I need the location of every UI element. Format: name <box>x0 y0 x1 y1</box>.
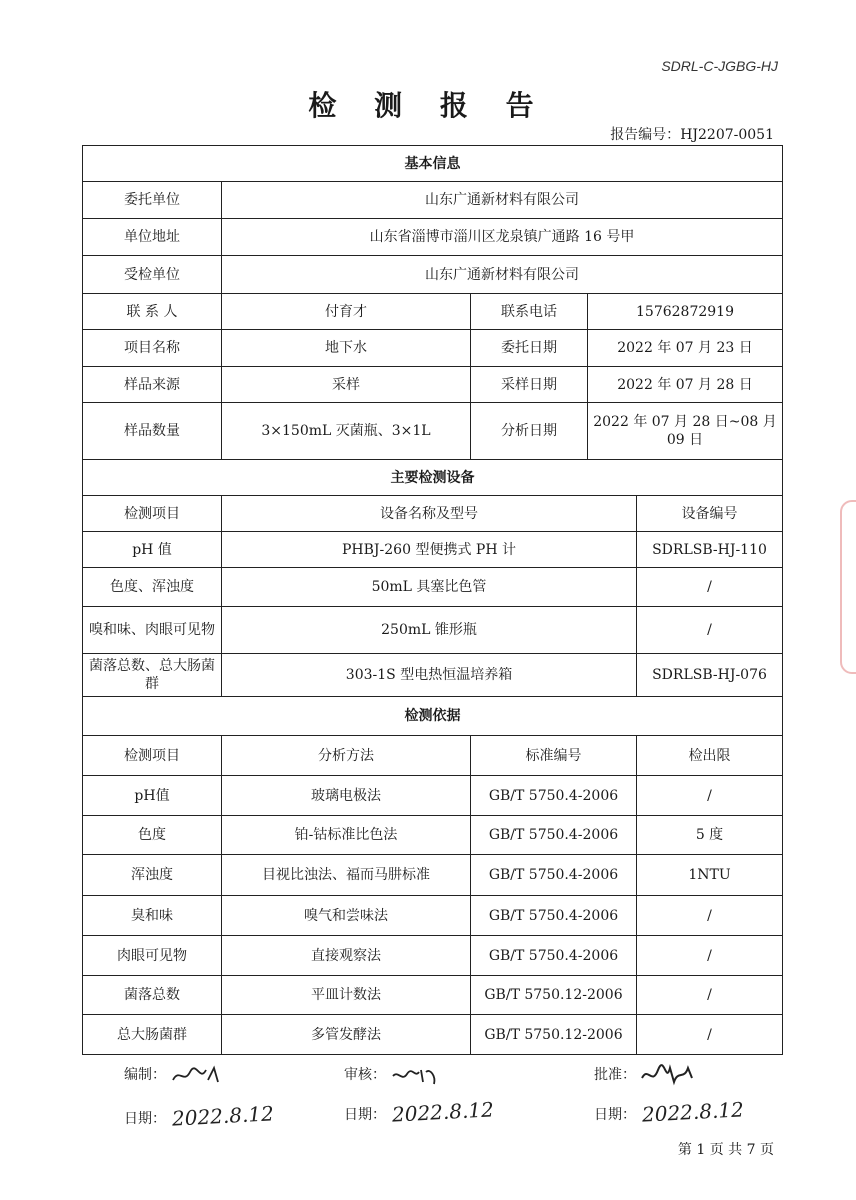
basis-item: 臭和味 <box>83 896 222 936</box>
basis-limit: 1NTU <box>637 855 783 896</box>
basis-standard: GB/T 5750.12-2006 <box>471 976 637 1015</box>
approved-label: 批准： <box>594 1067 636 1083</box>
reviewed-label: 审核： <box>344 1067 386 1083</box>
table-row <box>83 654 783 697</box>
basis-limit: / <box>637 976 783 1015</box>
equipment-header-item: 检测项目 <box>83 496 222 532</box>
compiled-date-line <box>124 1101 275 1131</box>
basis-item: 总大肠菌群 <box>83 1015 222 1055</box>
reviewed-by <box>344 1062 440 1088</box>
address-label: 单位地址 <box>83 219 222 256</box>
report-number <box>610 124 774 144</box>
approved-date-line <box>594 1097 745 1127</box>
source-value: 采样 <box>222 367 471 403</box>
equipment-id: / <box>637 568 783 607</box>
basis-method: 嗅气和尝味法 <box>222 896 471 936</box>
contact-value: 付育才 <box>222 294 471 330</box>
basis-limit: / <box>637 776 783 816</box>
address-value: 山东省淄博市淄川区龙泉镇广通路 16 号甲 <box>222 219 783 256</box>
section-basic-info: 基本信息 <box>83 146 783 182</box>
equipment-name: 303-1S 型电热恒温培养箱 <box>222 654 637 697</box>
source-label: 样品来源 <box>83 367 222 403</box>
analysis-date-label: 分析日期 <box>471 403 588 460</box>
quantity-label: 样品数量 <box>83 403 222 460</box>
equipment-header-id: 设备编号 <box>637 496 783 532</box>
basis-limit: 5 度 <box>637 816 783 855</box>
basis-standard: GB/T 5750.4-2006 <box>471 896 637 936</box>
reviewed-date-label: 日期： <box>344 1107 386 1123</box>
table-row <box>83 1015 783 1055</box>
table-row <box>83 816 783 855</box>
report-number-label: 报告编号： <box>610 127 681 143</box>
basis-item: pH值 <box>83 776 222 816</box>
table-row <box>83 532 783 568</box>
seal-stamp-edge <box>840 500 856 674</box>
page-number: 第 1 页 共 7 页 <box>677 1142 774 1158</box>
table-row <box>83 936 783 976</box>
phone-value: 15762872919 <box>588 294 783 330</box>
approved-signature <box>640 1062 696 1088</box>
basis-limit: / <box>637 896 783 936</box>
phone-label: 联系电话 <box>471 294 588 330</box>
approved-date: 2022.8.12 <box>641 1097 745 1127</box>
equipment-name: 250mL 锥形瓶 <box>222 607 637 654</box>
equipment-id: / <box>637 607 783 654</box>
basis-item: 浑浊度 <box>83 855 222 896</box>
sampling-date-value: 2022 年 07 月 28 日 <box>588 367 783 403</box>
table-row <box>83 607 783 654</box>
equipment-item: 菌落总数、总大肠菌群 <box>83 654 222 697</box>
basis-standard: GB/T 5750.4-2006 <box>471 816 637 855</box>
basis-standard: GB/T 5750.12-2006 <box>471 1015 637 1055</box>
client-value: 山东广通新材料有限公司 <box>222 182 783 219</box>
page-title: 检 测 报 告 <box>308 89 548 122</box>
reviewed-date: 2022.8.12 <box>391 1097 495 1127</box>
project-label: 项目名称 <box>83 330 222 367</box>
compiled-label: 编制： <box>124 1067 166 1083</box>
equipment-id: SDRLSB-HJ-110 <box>637 532 783 568</box>
compiled-date-label: 日期： <box>124 1111 166 1127</box>
table-row <box>83 855 783 896</box>
table-row <box>83 776 783 816</box>
section-basis: 检测依据 <box>83 697 783 736</box>
project-value: 地下水 <box>222 330 471 367</box>
approved-by <box>594 1062 696 1088</box>
equipment-name: PHBJ-260 型便携式 PH 计 <box>222 532 637 568</box>
basis-limit: / <box>637 936 783 976</box>
reviewed-date-line <box>344 1097 495 1127</box>
compiled-by <box>124 1062 222 1088</box>
quantity-value: 3×150mL 灭菌瓶、3×1L <box>222 403 471 460</box>
entrust-date-value: 2022 年 07 月 23 日 <box>588 330 783 367</box>
report-number-value: HJ2207-0051 <box>680 127 774 143</box>
basis-method: 目视比浊法、福而马肼标准 <box>222 855 471 896</box>
approved-date-label: 日期： <box>594 1107 636 1123</box>
basis-item: 肉眼可见物 <box>83 936 222 976</box>
basis-standard: GB/T 5750.4-2006 <box>471 936 637 976</box>
basis-header-standard: 标准编号 <box>471 736 637 776</box>
inspected-unit-value: 山东广通新材料有限公司 <box>222 256 783 294</box>
basis-standard: GB/T 5750.4-2006 <box>471 776 637 816</box>
compiled-date: 2022.8.12 <box>171 1101 275 1131</box>
basis-header-item: 检测项目 <box>83 736 222 776</box>
table-row <box>83 896 783 936</box>
report-table <box>82 145 783 1055</box>
basis-header-limit: 检出限 <box>637 736 783 776</box>
basis-method: 直接观察法 <box>222 936 471 976</box>
table-row <box>83 976 783 1015</box>
basis-header-method: 分析方法 <box>222 736 471 776</box>
basis-standard: GB/T 5750.4-2006 <box>471 855 637 896</box>
basis-method: 铂-钴标准比色法 <box>222 816 471 855</box>
basis-limit: / <box>637 1015 783 1055</box>
basis-item: 菌落总数 <box>83 976 222 1015</box>
reviewed-signature <box>390 1062 440 1088</box>
basis-item: 色度 <box>83 816 222 855</box>
equipment-item: 嗅和味、肉眼可见物 <box>83 607 222 654</box>
inspected-unit-label: 受检单位 <box>83 256 222 294</box>
table-row <box>83 568 783 607</box>
equipment-name: 50mL 具塞比色管 <box>222 568 637 607</box>
sampling-date-label: 采样日期 <box>471 367 588 403</box>
contact-label: 联 系 人 <box>83 294 222 330</box>
equipment-item: 色度、浑浊度 <box>83 568 222 607</box>
entrust-date-label: 委托日期 <box>471 330 588 367</box>
basis-method: 多管发酵法 <box>222 1015 471 1055</box>
analysis-date-value: 2022 年 07 月 28 日~08 月 09 日 <box>588 403 783 460</box>
equipment-id: SDRLSB-HJ-076 <box>637 654 783 697</box>
basis-method: 玻璃电极法 <box>222 776 471 816</box>
section-equipment: 主要检测设备 <box>83 460 783 496</box>
client-label: 委托单位 <box>83 182 222 219</box>
equipment-header-name: 设备名称及型号 <box>222 496 637 532</box>
equipment-item: pH 值 <box>83 532 222 568</box>
compiled-signature <box>170 1062 222 1088</box>
document-code: SDRL-C-JGBG-HJ <box>661 58 778 74</box>
basis-method: 平皿计数法 <box>222 976 471 1015</box>
